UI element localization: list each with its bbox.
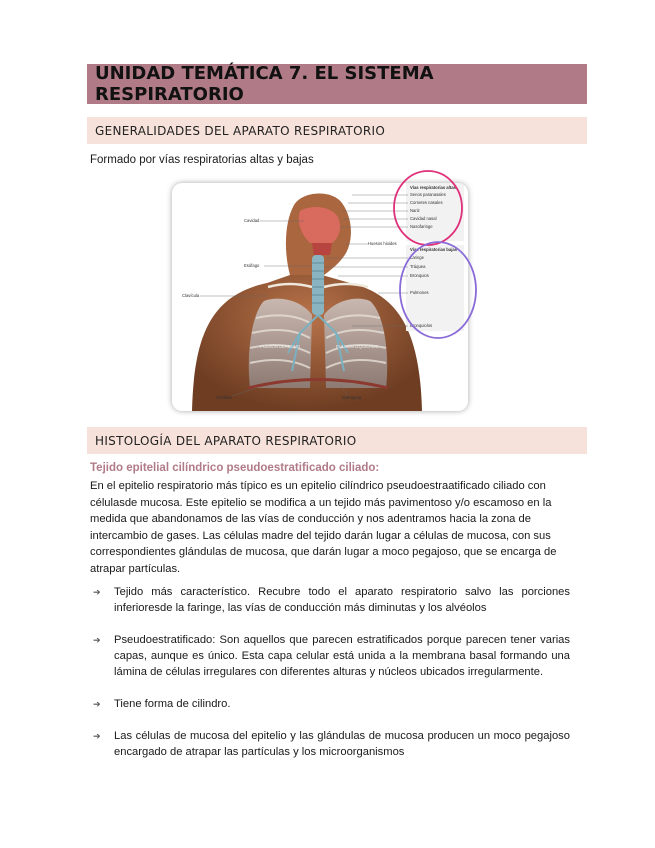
label-clavicula: Clavícula (182, 293, 200, 298)
label-cavidad-nasal: Cavidad nasal (410, 216, 437, 221)
label-lung-left: PULMÓN DERECHO (260, 344, 301, 349)
list-item (90, 696, 570, 712)
arrow-bullet-icon: ➔ (93, 699, 101, 709)
arrow-bullet-icon: ➔ (93, 635, 101, 645)
label-senos: Senos paranasales (410, 192, 446, 197)
respiratory-system-illustration (172, 183, 468, 411)
intro-text: Formado por vías respiratorias altas y bajas (90, 154, 314, 166)
list-item (90, 728, 570, 760)
bullet-text: Pseudoestratificado: Son aquellos que parecen estratificados porque parecen tener varias capas, aunque es único. Esta capa celular está unida a la membrana basal formando una lámina de células irregulares con diferentes alturas y núcleos ubicados irregularmente. (114, 634, 570, 678)
page-title: UNIDAD TEMÁTICA 7. EL SISTEMA RESPIRATORIO (87, 64, 587, 104)
label-bronquiolos: Bronquiolos (410, 323, 433, 328)
bullet-text: Tejido más característico. Recubre todo el aparato respiratorio salvo las porciones inferioresde la faringe, las vías de conducción más diminutas y los alvéolos (114, 586, 570, 614)
label-esofago: Esófago (244, 263, 260, 268)
label-traquea: Tráquea (410, 264, 426, 269)
section-heading-generalidades: GENERALIDADES DEL APARATO RESPIRATORIO (87, 117, 587, 144)
label-cornetes: Cornetes nasales (410, 200, 443, 205)
section-heading-histologia: HISTOLOGÍA DEL APARATO RESPIRATORIO (87, 427, 587, 454)
arrow-bullet-icon: ➔ (93, 587, 101, 597)
label-cavidad: Cavidad (244, 218, 260, 223)
label-vias-bajas: Vías respiratorias bajas (410, 247, 458, 252)
tissue-subheading: Tejido epitelial cilíndrico pseudoestratificado ciliado: (90, 462, 380, 474)
label-vias-altas: Vías respiratorias altas (410, 185, 456, 190)
label-lung-right: PULMÓN IZQUIERDO (336, 344, 379, 349)
label-nasofaringe: Nasofaringe (410, 224, 433, 229)
arrow-bullet-icon: ➔ (93, 731, 101, 741)
label-nariz: Nariz (410, 208, 420, 213)
label-hioides: Huesos hioides (368, 241, 397, 246)
bullet-list (90, 584, 570, 760)
bullet-text: Las células de mucosa del epitelio y las glándulas de mucosa producen un moco pegajoso encargado de atrapar las partículas y los microorganismos (114, 730, 570, 758)
oral-cavity-shape (312, 243, 332, 255)
anatomy-svg (172, 183, 468, 411)
bullet-text: Tiene forma de cilindro. (114, 698, 231, 710)
list-item (90, 584, 570, 616)
label-pulmones: Pulmones (410, 290, 429, 295)
label-bronquios: Bronquios (410, 273, 429, 278)
label-laringe: Laringe (410, 255, 424, 260)
label-diafragma: Diafragma (342, 395, 362, 400)
label-costillas: Costillas (216, 395, 232, 400)
histology-paragraph: En el epitelio respiratorio más típico es un epitelio cilíndrico pseudoestraatificado ciliado con célulasde mucosa. Este epitelio se modifica a un tejido más pavimentoso y/o escamoso en la medida que abandonamos de las vías de conducción y nos adentramos hacia la zona de intercambio de gases. Las células madre del tejido darán lugar a células de mucosa, con sus correspondientes glándulas de mucosa, que darán lugar a moco pegajoso, que se encarga de atrapar partículas. (90, 480, 557, 575)
list-item (90, 632, 570, 680)
trachea-shape (312, 255, 324, 315)
